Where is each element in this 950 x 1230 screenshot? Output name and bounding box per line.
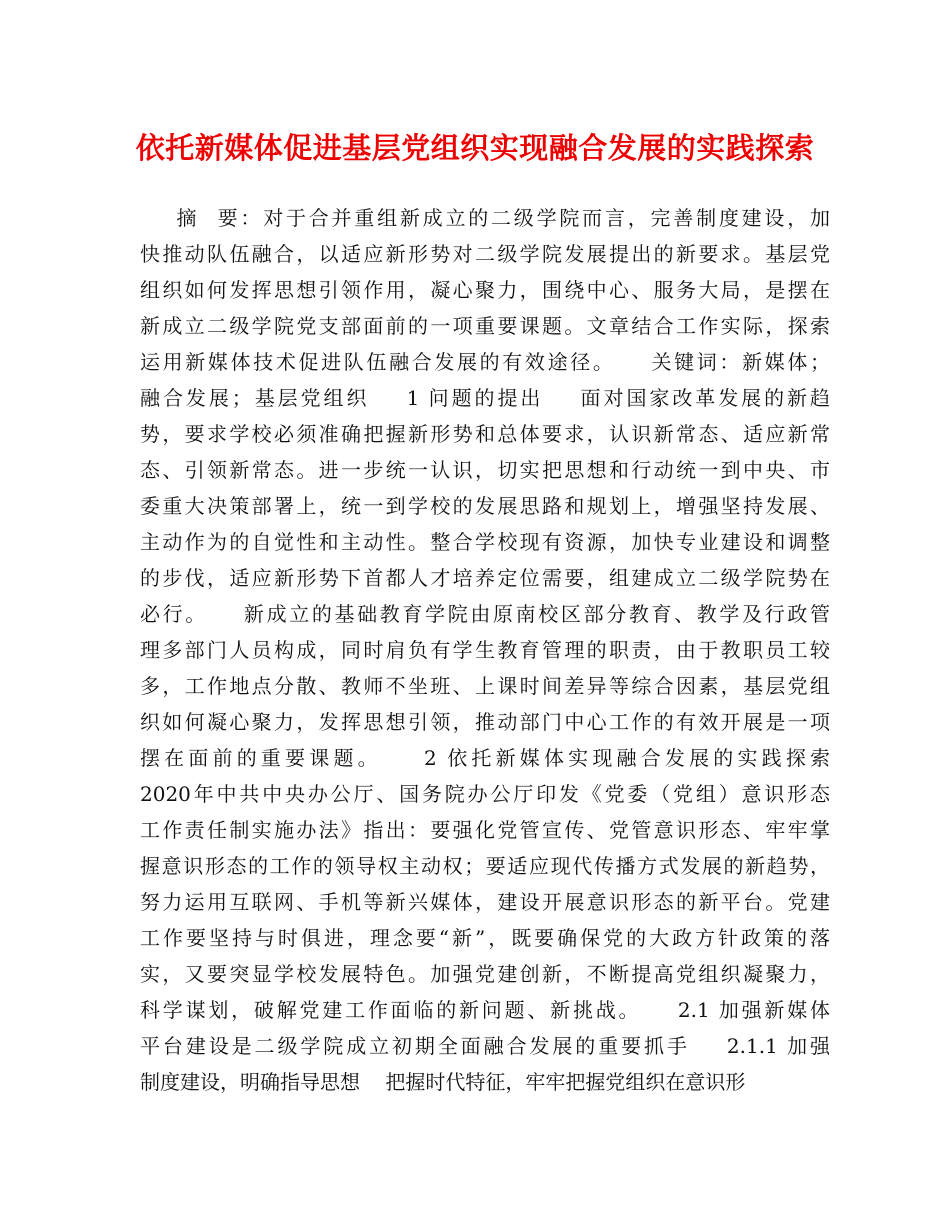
body-line: 实，又要突显学校发展特色。加强党建创新，不断提高党组织凝聚力， bbox=[140, 962, 830, 986]
body-line: 织如何凝心聚力，发挥思想引领，推动部门中心工作的有效开展是一项 bbox=[140, 710, 830, 734]
document-title: 依托新媒体促进基层党组织实现融合发展的实践探索 bbox=[135, 131, 815, 165]
body-line: 摆在面前的重要课题。 2 依托新媒体实现融合发展的实践探索 bbox=[140, 746, 830, 770]
body-line: 工作责任制实施办法》指出：要强化党管宣传、党管意识形态、牢牢掌 bbox=[140, 818, 830, 842]
body-line: 组织如何发挥思想引领作用，凝心聚力，围绕中心、服务大局，是摆在 bbox=[140, 278, 830, 302]
body-line: 握意识形态的工作的领导权主动权；要适应现代传播方式发展的新趋势， bbox=[140, 854, 830, 878]
body-line: 主动作为的自觉性和主动性。整合学校现有资源，加快专业建设和调整 bbox=[140, 530, 830, 554]
body-line: 2020年中共中央办公厅、国务院办公厅印发《党委（党组）意识形态 bbox=[140, 782, 830, 806]
body-line: 多，工作地点分散、教师不坐班、上课时间差异等综合因素，基层党组 bbox=[140, 674, 830, 698]
body-line: 态、引领新常态。进一步统一认识，切实把思想和行动统一到中央、市 bbox=[140, 458, 830, 482]
body-line: 制度建设，明确指导思想 把握时代特征，牢牢把握党组织在意识形 bbox=[140, 1070, 746, 1094]
body-line: 势，要求学校必须准确把握新形势和总体要求，认识新常态、适应新常 bbox=[140, 422, 830, 446]
document-body bbox=[140, 200, 830, 1100]
body-line: 委重大决策部署上，统一到学校的发展思路和规划上，增强坚持发展、 bbox=[140, 494, 830, 518]
body-line: 摘 要：对于合并重组新成立的二级学院而言，完善制度建设，加 bbox=[140, 206, 830, 230]
body-line: 快推动队伍融合，以适应新形势对二级学院发展提出的新要求。基层党 bbox=[140, 242, 830, 266]
body-line: 运用新媒体技术促进队伍融合发展的有效途径。 关键词：新媒体； bbox=[140, 350, 830, 374]
body-line: 理多部门人员构成，同时肩负有学生教育管理的职责，由于教职员工较 bbox=[140, 638, 830, 662]
body-line: 的步伐，适应新形势下首都人才培养定位需要，组建成立二级学院势在 bbox=[140, 566, 830, 590]
body-line: 平台建设是二级学院成立初期全面融合发展的重要抓手 2.1.1 加强 bbox=[140, 1034, 830, 1058]
body-line: 融合发展；基层党组织 1 问题的提出 面对国家改革发展的新趋 bbox=[140, 386, 830, 410]
body-line: 新成立二级学院党支部面前的一项重要课题。文章结合工作实际，探索 bbox=[140, 314, 830, 338]
body-line: 必行。 新成立的基础教育学院由原南校区部分教育、教学及行政管 bbox=[140, 602, 830, 626]
body-line: 努力运用互联网、手机等新兴媒体，建设开展意识形态的新平台。党建 bbox=[140, 890, 830, 914]
body-line: 工作要坚持与时俱进，理念要“新”，既要确保党的大政方针政策的落 bbox=[140, 926, 830, 950]
body-line: 科学谋划，破解党建工作面临的新问题、新挑战。 2.1 加强新媒体 bbox=[140, 998, 830, 1022]
